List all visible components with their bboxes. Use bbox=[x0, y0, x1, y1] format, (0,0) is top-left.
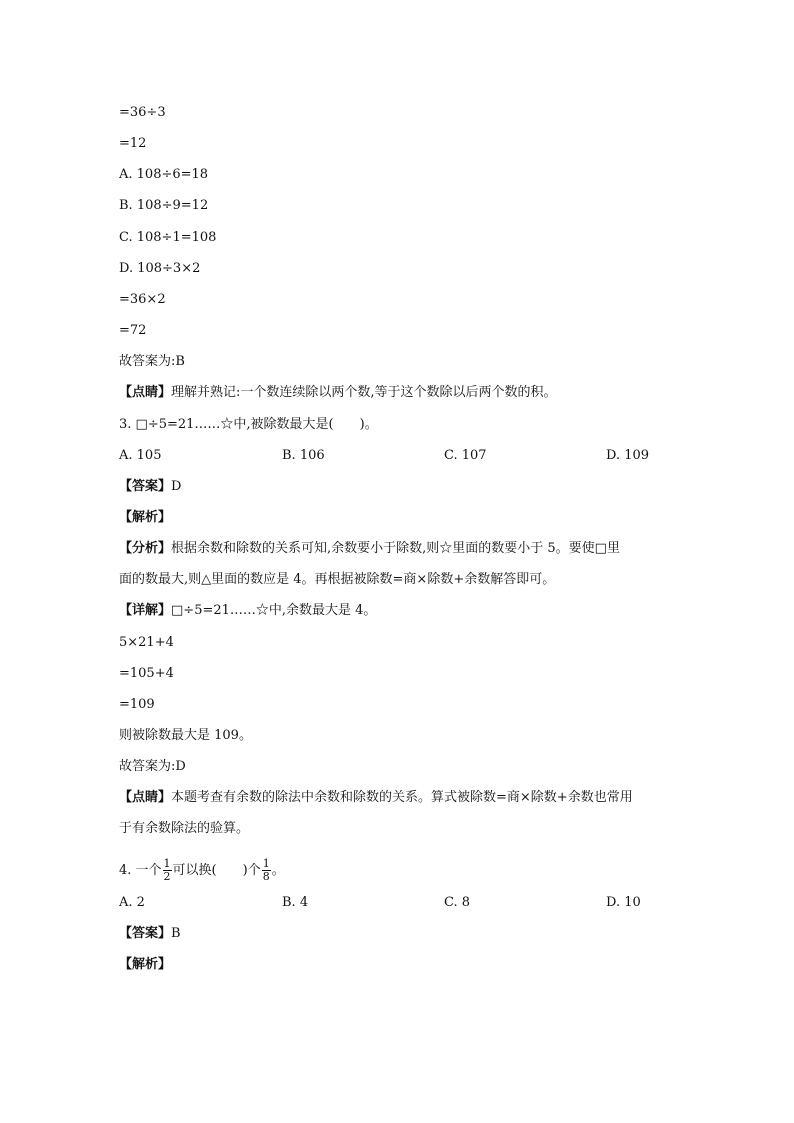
detail-label: 【详解】 bbox=[119, 603, 172, 618]
fenxi-line-1: 根据余数和除数的关系可知,余数要小于除数,则☆里面的数要小于 5。要使□里 bbox=[171, 541, 620, 556]
q3-option-a: A. 105 bbox=[119, 448, 162, 463]
q4-prefix: 4. 一个 bbox=[119, 863, 162, 878]
fenxi-line-2: 面的数最大,则△里面的数应是 4。再根据被除数=商×除数+余数解答即可。 bbox=[119, 572, 556, 587]
result-line: 则被除数最大是 109。 bbox=[119, 728, 252, 743]
tip-line-1: 本题考查有余数的除法中余数和除数的关系。算式被除数=商×除数+余数也常用 bbox=[171, 790, 633, 805]
option-line-a: A. 108÷6=18 bbox=[119, 167, 209, 182]
calc-line: 5×21+4 bbox=[119, 635, 174, 650]
fraction-one-half bbox=[163, 858, 172, 883]
option-line-b: B. 108÷9=12 bbox=[119, 198, 209, 213]
q4-suffix: 。 bbox=[271, 863, 285, 878]
q4-answer bbox=[119, 925, 181, 943]
q3-answer bbox=[119, 478, 181, 496]
answer-value: D bbox=[171, 479, 182, 494]
fraction-numerator: 1 bbox=[163, 857, 171, 870]
fenxi-label: 【分析】 bbox=[119, 541, 172, 556]
q4-option-b: B. 4 bbox=[282, 895, 309, 910]
calc-line: =36×2 bbox=[119, 292, 166, 307]
calc-line: =36÷3 bbox=[119, 105, 166, 120]
fraction-denominator: 2 bbox=[163, 870, 171, 883]
fraction-denominator: 8 bbox=[262, 870, 270, 883]
tip-label: 【点睛】 bbox=[119, 790, 172, 805]
fenxi-paragraph bbox=[119, 540, 620, 558]
tip-label: 【点睛】 bbox=[119, 385, 172, 400]
q4-middle: 可以换( )个 bbox=[172, 863, 261, 878]
analysis-label: 【解析】 bbox=[119, 510, 172, 525]
fraction-numerator: 1 bbox=[262, 857, 270, 870]
calc-line: =12 bbox=[119, 136, 147, 151]
q4-option-d: D. 10 bbox=[606, 895, 641, 910]
conclusion: 故答案为:B bbox=[119, 354, 185, 369]
tip-text: 理解并熟记:一个数连续除以两个数,等于这个数除以后两个数的积。 bbox=[171, 385, 557, 400]
q4-option-c: C. 8 bbox=[444, 895, 471, 910]
answer-value: B bbox=[171, 926, 181, 941]
question-3: 3. □÷5=21……☆中,被除数最大是( )。 bbox=[119, 417, 378, 432]
conclusion: 故答案为:D bbox=[119, 759, 186, 774]
q3-option-b: B. 106 bbox=[282, 448, 325, 463]
tip-paragraph bbox=[119, 384, 557, 402]
tip-line-2: 于有余数除法的验算。 bbox=[119, 821, 250, 836]
calc-line: =72 bbox=[119, 323, 147, 338]
question-4 bbox=[119, 858, 285, 884]
q3-option-d: D. 109 bbox=[606, 448, 650, 463]
tip-paragraph bbox=[119, 789, 633, 807]
analysis-label: 【解析】 bbox=[119, 957, 172, 972]
option-line-d: D. 108÷3×2 bbox=[119, 261, 201, 276]
detail-text: □÷5=21……☆中,余数最大是 4。 bbox=[171, 603, 377, 618]
option-line-c: C. 108÷1=108 bbox=[119, 230, 217, 245]
detail-paragraph bbox=[119, 602, 376, 620]
answer-label: 【答案】 bbox=[119, 479, 172, 494]
answer-label: 【答案】 bbox=[119, 926, 172, 941]
q3-option-c: C. 107 bbox=[444, 448, 487, 463]
calc-line: =109 bbox=[119, 697, 155, 712]
calc-line: =105+4 bbox=[119, 666, 174, 681]
q4-option-a: A. 2 bbox=[119, 895, 145, 910]
fraction-one-eighth bbox=[262, 858, 271, 883]
